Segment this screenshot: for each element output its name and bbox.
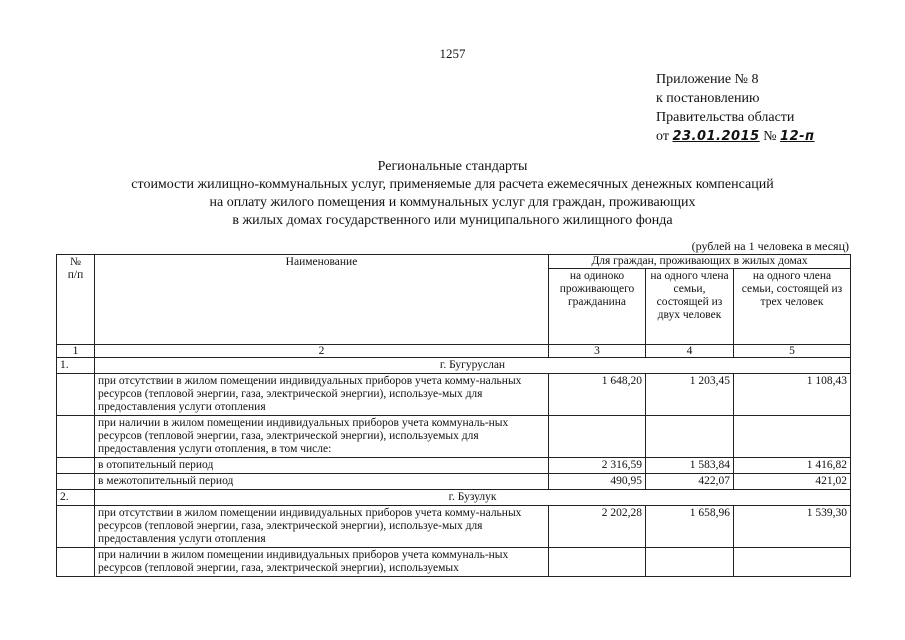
from-label: от xyxy=(656,129,669,144)
value-v5: 1 416,82 xyxy=(734,458,851,474)
column-number: 2 xyxy=(95,345,549,358)
city-name: г. Бугуруслан xyxy=(95,358,851,374)
value-v3: 2 202,28 xyxy=(549,506,646,548)
value-v4: 1 583,84 xyxy=(646,458,734,474)
appendix-line-2: к постановлению xyxy=(656,91,760,106)
row-description: в отопительный период xyxy=(95,458,549,474)
city-name: г. Бузулук xyxy=(95,490,851,506)
header-col3: на одиноко проживающего гражданина xyxy=(549,269,646,345)
value-v5: 421,02 xyxy=(734,474,851,490)
handwritten-date: 23.01.2015 xyxy=(672,129,760,144)
value-v5: 1 539,30 xyxy=(734,506,851,548)
appendix-date-line xyxy=(656,127,815,146)
column-number: 4 xyxy=(646,345,734,358)
row-number: 1. xyxy=(57,358,95,374)
appendix-line-3: Правительства области xyxy=(656,110,795,125)
column-number: 1 xyxy=(57,345,95,358)
value-v3: 490,95 xyxy=(549,474,646,490)
title-line-1: Региональные стандарты xyxy=(377,159,528,174)
value-v4 xyxy=(646,548,734,577)
row-description: при наличии в жилом помещении индивидуальных приборов учета коммуналь-ных ресурсов (тепловой энергии, газа, электрической энергии), используемых xyxy=(95,548,549,577)
row-number-cell xyxy=(57,474,95,490)
value-v3 xyxy=(549,416,646,458)
header-col5: на одного члена семьи, состоящей из трех человек xyxy=(734,269,851,345)
column-number: 3 xyxy=(549,345,646,358)
table-row xyxy=(57,506,851,548)
title-line-3: на оплату жилого помещения и коммунальных услуг для граждан, проживающих xyxy=(209,195,696,210)
header-col4: на одного члена семьи, состоящей из двух человек xyxy=(646,269,734,345)
header-num: № п/п xyxy=(57,255,95,345)
column-number-row xyxy=(57,345,851,358)
table-row xyxy=(57,474,851,490)
value-v4: 1 658,96 xyxy=(646,506,734,548)
column-number: 5 xyxy=(734,345,851,358)
header-group: Для граждан, проживающих в жилых домах xyxy=(549,255,851,269)
value-v4: 422,07 xyxy=(646,474,734,490)
title-line-2: стоимости жилищно-коммунальных услуг, применяемые для расчета ежемесячных денежных компенсаций xyxy=(131,177,774,192)
value-v3: 2 316,59 xyxy=(549,458,646,474)
row-description: при отсутствии в жилом помещении индивидуальных приборов учета комму-нальных ресурсов (тепловой энергии, газа, электрической энергии), используе-мых для предоставления услуги отопления xyxy=(95,506,549,548)
table-row xyxy=(57,548,851,577)
row-number-cell xyxy=(57,416,95,458)
row-description: при наличии в жилом помещении индивидуальных приборов учета коммуналь-ных ресурсов (тепловой энергии, газа, электрической энергии), используемых для предоставления услуги отопления, в том числе: xyxy=(95,416,549,458)
table-row xyxy=(57,458,851,474)
value-v5: 1 108,43 xyxy=(734,374,851,416)
table-row xyxy=(57,416,851,458)
row-number-cell xyxy=(57,374,95,416)
city-row xyxy=(57,490,851,506)
row-number: 2. xyxy=(57,490,95,506)
header-name: Наименование xyxy=(95,255,549,345)
row-number-cell xyxy=(57,548,95,577)
row-number-cell xyxy=(57,506,95,548)
standards-table xyxy=(56,254,851,577)
document-title xyxy=(0,158,905,230)
number-label: № xyxy=(763,129,777,144)
page-number: 1257 xyxy=(439,46,466,61)
unit-note: (рублей на 1 человека в месяц) xyxy=(691,239,849,253)
appendix-block xyxy=(656,70,815,146)
value-v3 xyxy=(549,548,646,577)
value-v4: 1 203,45 xyxy=(646,374,734,416)
row-number-cell xyxy=(57,458,95,474)
city-row xyxy=(57,358,851,374)
appendix-line-1: Приложение № 8 xyxy=(656,72,759,87)
row-description: при отсутствии в жилом помещении индивидуальных приборов учета комму-нальных ресурсов (тепловой энергии, газа, электрической энергии), используе-мых для предоставления услуги отопления xyxy=(95,374,549,416)
handwritten-number: 12-п xyxy=(780,129,815,144)
header-row-1 xyxy=(57,255,851,269)
title-line-4: в жилых домах государственного или муниципального жилищного фонда xyxy=(232,213,673,228)
table-row xyxy=(57,374,851,416)
value-v3: 1 648,20 xyxy=(549,374,646,416)
value-v5 xyxy=(734,416,851,458)
value-v5 xyxy=(734,548,851,577)
value-v4 xyxy=(646,416,734,458)
row-description: в межотопительный период xyxy=(95,474,549,490)
